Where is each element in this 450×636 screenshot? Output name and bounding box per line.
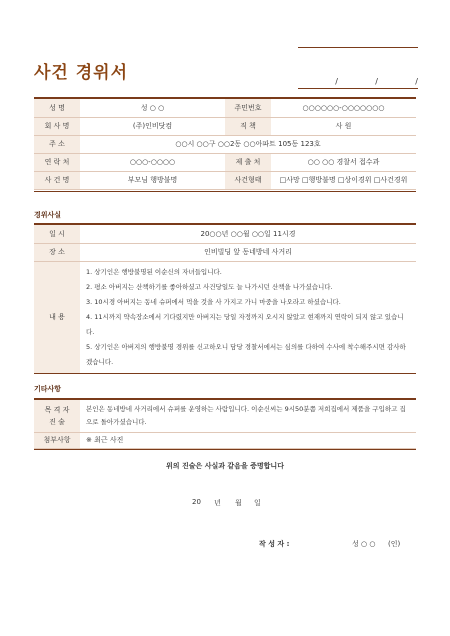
facts-line-4: 4. 11시까지 약속장소에서 기다렸지만 아버지는 당일 자정까지 오시지 않았고 현재까지 연락이 되지 않고 있습니다. bbox=[86, 312, 404, 336]
contact-value: ○○○-○○○○ bbox=[80, 153, 225, 171]
company-value: (주)인비닷컴 bbox=[80, 117, 225, 135]
info-row-company bbox=[34, 117, 416, 135]
facts-row-date bbox=[34, 225, 416, 243]
incident-type-options: □사망 □행방불명 □상이경위 □사건경위 bbox=[271, 171, 416, 189]
attachment-label: 첨부사항 bbox=[34, 432, 80, 448]
incident-type-label: 사건형태 bbox=[225, 171, 271, 189]
facts-line-1: 1. 상기인은 행방불명된 이순신의 자녀들입니다. bbox=[86, 267, 222, 276]
confirmation-statement: 위의 진술은 사실과 같음을 증명합니다 bbox=[166, 462, 284, 470]
facts-content-label: 내 용 bbox=[34, 261, 80, 373]
info-row-contact bbox=[34, 153, 416, 171]
date-month-unit: 월 bbox=[235, 499, 242, 507]
personal-info-table bbox=[34, 99, 416, 190]
other-row-witness bbox=[34, 400, 416, 432]
date-year-prefix: 20 bbox=[192, 498, 201, 506]
info-row-incident bbox=[34, 171, 416, 189]
name-value: 성 ○ ○ bbox=[80, 99, 225, 117]
approval-box bbox=[298, 47, 418, 91]
other-heading: 기타사항 bbox=[34, 385, 62, 393]
other-row-attachment bbox=[34, 432, 416, 448]
info-row-address bbox=[34, 135, 416, 153]
resident-number-value: ○○○○○○-○○○○○○○ bbox=[271, 99, 416, 117]
date-day-unit: 일 bbox=[254, 499, 261, 507]
resident-number-label: 주민번호 bbox=[225, 99, 271, 117]
facts-place-label: 장 소 bbox=[34, 243, 80, 261]
incident-name-value: 부모님 행방불명 bbox=[80, 171, 225, 189]
facts-date-value: 20○○년 ○○월 ○○일 11시경 bbox=[80, 225, 416, 243]
facts-row-content bbox=[34, 261, 416, 373]
info-row-name bbox=[34, 99, 416, 117]
date-year-unit: 년 bbox=[214, 499, 221, 507]
author-name: 성 ○ ○ bbox=[352, 540, 376, 548]
attachment-value: ※ 최근 사진 bbox=[80, 432, 416, 448]
position-label: 직 책 bbox=[225, 117, 271, 135]
other-table bbox=[34, 400, 416, 449]
facts-place-value: 인비빌딩 앞 동네방네 사거리 bbox=[80, 243, 416, 261]
name-label: 성 명 bbox=[34, 99, 80, 117]
info-rule-bottom bbox=[34, 191, 416, 192]
other-rule-bottom bbox=[34, 449, 416, 450]
author-seal: (인) bbox=[388, 540, 401, 548]
submit-to-label: 제 출 처 bbox=[225, 153, 271, 171]
approval-rule-top bbox=[298, 47, 418, 48]
company-label: 회 사 명 bbox=[34, 117, 80, 135]
facts-rule-bottom bbox=[34, 373, 416, 374]
facts-row-place bbox=[34, 243, 416, 261]
address-label: 주 소 bbox=[34, 135, 80, 153]
author-label: 작 성 자 : bbox=[259, 540, 290, 548]
facts-heading: 경위사실 bbox=[34, 211, 62, 219]
approval-slash-1: / bbox=[335, 77, 338, 86]
facts-line-3: 3. 10시경 아버지는 동네 슈퍼에서 먹을 것을 사 가지고 가니 마중을 나오라고 하셨습니다. bbox=[86, 297, 341, 306]
approval-rule-bottom bbox=[298, 88, 418, 89]
position-value: 사 원 bbox=[271, 117, 416, 135]
witness-statement: 본인은 동네방네 사거리에서 슈퍼를 운영하는 사람입니다. 이순신씨는 9시50분쯤 저희집에서 제품을 구입하고 집으로 돌아가셨습니다. bbox=[80, 400, 416, 432]
facts-line-2: 2. 평소 아버지는 산책하기를 좋아하셨고 사건당일도 늘 나가시던 산책을 나가셨습니다. bbox=[86, 282, 333, 291]
facts-content bbox=[80, 261, 416, 373]
incident-name-label: 사 건 명 bbox=[34, 171, 80, 189]
approval-slash-2: / bbox=[375, 77, 378, 86]
facts-date-label: 일 시 bbox=[34, 225, 80, 243]
approval-slash-3: / bbox=[415, 77, 418, 86]
facts-line-5: 5. 상기인은 아버지의 행방불명 경위를 신고하오니 담당 경찰서에서는 심의를 다하여 수사에 착수해주시면 감사하겠습니다. bbox=[86, 342, 406, 366]
address-value: ○○시 ○○구 ○○2동 ○○아파트 105동 123호 bbox=[80, 135, 416, 153]
contact-label: 연 락 처 bbox=[34, 153, 80, 171]
facts-table bbox=[34, 225, 416, 374]
submit-to-value: ○○ ○○ 경찰서 접수과 bbox=[271, 153, 416, 171]
document-title: 사건 경위서 bbox=[34, 63, 129, 83]
witness-label: 목 격 자 진 술 bbox=[34, 400, 80, 432]
